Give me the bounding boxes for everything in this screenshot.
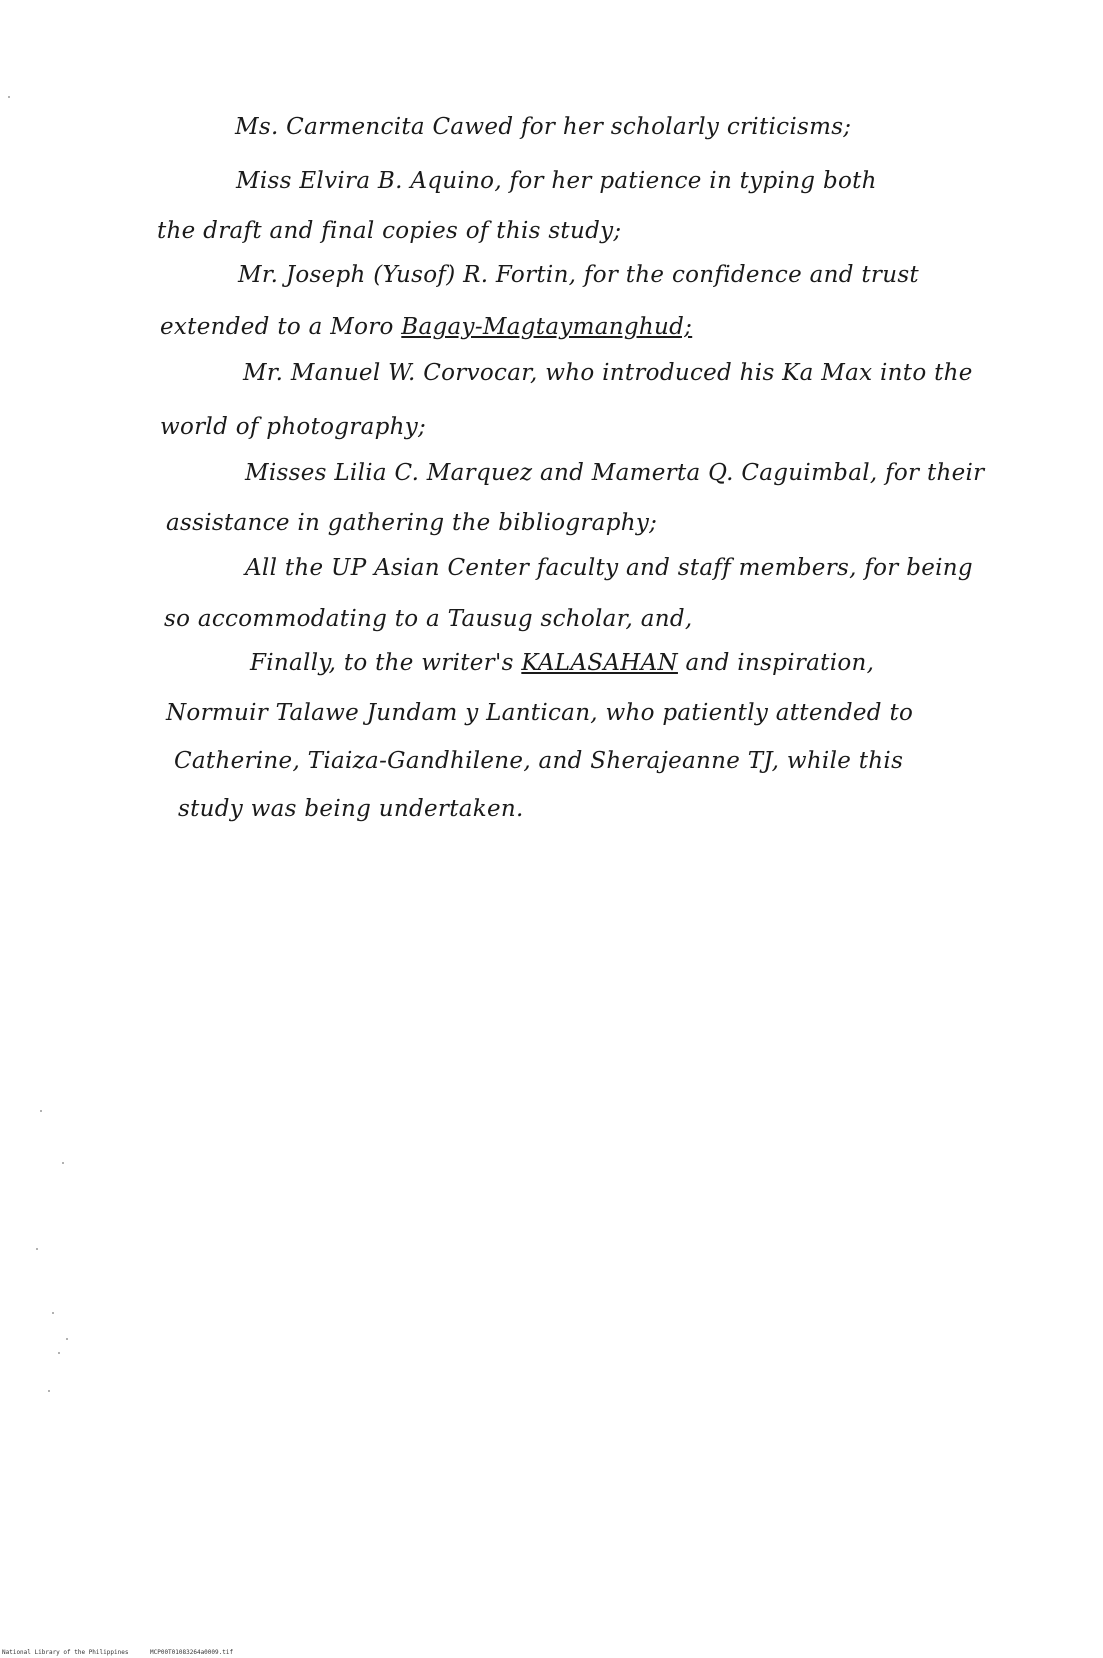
scan-speck: [40, 1110, 42, 1112]
text-line: Catherine, Tiaiza-Gandhilene, and Sherajeanne TJ, while this: [174, 748, 904, 774]
text-line: [250, 650, 874, 676]
text-run: Finally, to the writer's: [250, 650, 522, 676]
footer-source: National Library of the Philippines: [2, 1649, 129, 1656]
text-line: so accommodating to a Tausug scholar, and,: [164, 606, 693, 632]
footer-filename: MCP00T01083264a0009.tif: [150, 1649, 234, 1656]
text-line: Mr. Manuel W. Corvocar, who introduced his Ka Max into the: [243, 360, 973, 386]
underlined-term: Bagay-Magtaymanghud;: [401, 314, 693, 340]
text-run: and inspiration,: [677, 650, 875, 676]
text-line: Ms. Carmencita Cawed for her scholarly criticisms;: [235, 114, 852, 140]
scan-speck: [36, 1248, 38, 1250]
underlined-term: KALASAHAN: [521, 650, 678, 676]
scan-speck: [62, 1162, 64, 1164]
text-line: Misses Lilia C. Marquez and Mamerta Q. Caguimbal, for their: [245, 460, 985, 486]
scan-speck: [48, 1390, 50, 1392]
text-line: Mr. Joseph (Yusof) R. Fortin, for the confidence and trust: [238, 262, 919, 288]
text-line: world of photography;: [160, 414, 427, 440]
text-line: assistance in gathering the bibliography;: [166, 510, 658, 536]
scan-speck: [8, 96, 10, 98]
scan-speck: [58, 1352, 60, 1354]
text-line: Miss Elvira B. Aquino, for her patience in typing both: [236, 168, 877, 194]
scan-speck: [66, 1338, 68, 1340]
text-line: study was being undertaken.: [178, 796, 524, 822]
scan-speck: [52, 1312, 54, 1314]
text-line: the draft and final copies of this study;: [157, 218, 622, 244]
text-line: All the UP Asian Center faculty and staff members, for being: [245, 555, 973, 581]
text-run: extended to a Moro: [160, 314, 402, 340]
text-line: Normuir Talawe Jundam y Lantican, who patiently attended to: [166, 700, 914, 726]
text-line: [160, 314, 692, 340]
